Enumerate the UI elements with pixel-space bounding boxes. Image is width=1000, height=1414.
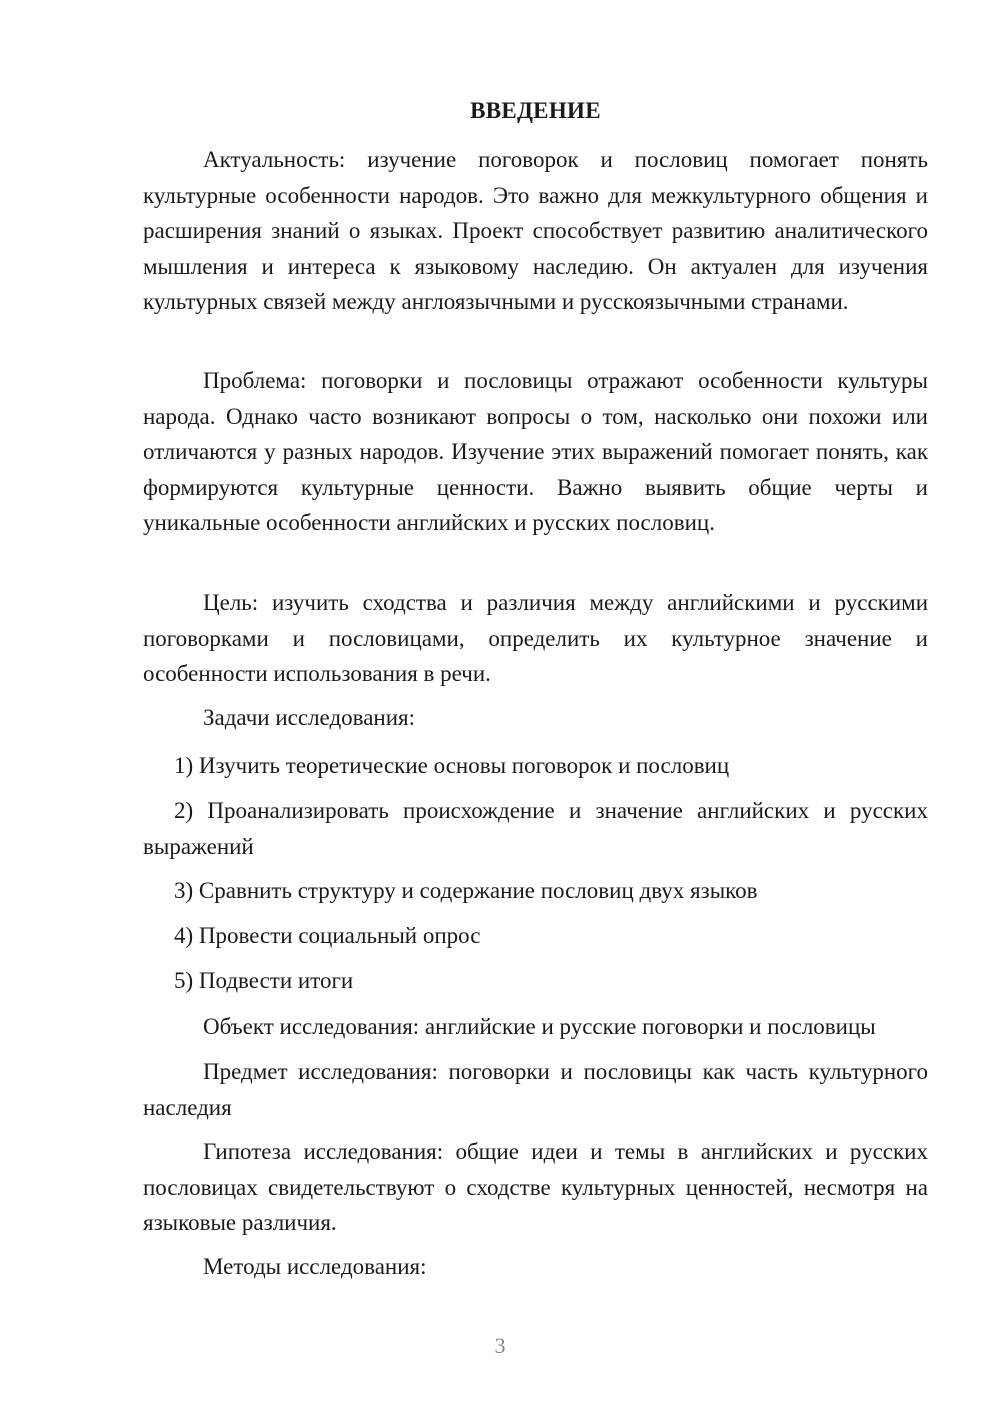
paragraph-hypothesis: Гипотеза исследования: общие идеи и темы в английских и русских пословицах свидетельствуют о сходстве культурных ценностей, несмотря на языковые различия. [143,1139,928,1235]
tasks-heading: Задачи исследования: [203,705,416,730]
paragraph-problem: Проблема: поговорки и пословицы отражают особенности культуры народа. Однако часто возникают вопросы о том, насколько они похожи или отличаются у разных народов. Изучение этих выражений помогает понять, как формируются культурные ценности. Важно выявить общие черты и уникальные особенности английских и русских пословиц. [143,368,928,535]
paragraph-object: Объект исследования: английские и русские поговорки и пословицы [203,1014,876,1039]
paragraph-relevance: Актуальность: изучение поговорок и пословиц помогает понять культурные особенности народов. Это важно для межкультурного общения и расширения знаний о языках. Проект способствует развитию аналитического мышления и интереса к языковому наследию. Он актуален для изучения культурных связей между англоязычными и русскоязычными странами. [143,147,928,314]
section-title: ВВЕДЕНИЕ [470,98,601,123]
document-page [143,0,928,1414]
methods-heading: Методы исследования: [203,1254,427,1279]
task-item-3: 3) Сравнить структуру и содержание пословиц двух языков [174,878,758,903]
task-item-4: 4) Провести социальный опрос [174,923,481,948]
task-item-1: 1) Изучить теоретические основы поговорок и пословиц [174,753,730,778]
paragraph-goal: Цель: изучить сходства и различия между английскими и русскими поговорками и пословицами, определить их культурное значение и особенности использования в речи. [143,590,928,686]
task-item-2: 2) Проанализировать происхождение и значение английских и русских выражений [143,798,928,859]
page-number: 3 [494,1333,506,1358]
paragraph-subject: Предмет исследования: поговорки и пословицы как часть культурного наследия [143,1059,928,1120]
task-item-5: 5) Подвести итоги [174,968,354,993]
